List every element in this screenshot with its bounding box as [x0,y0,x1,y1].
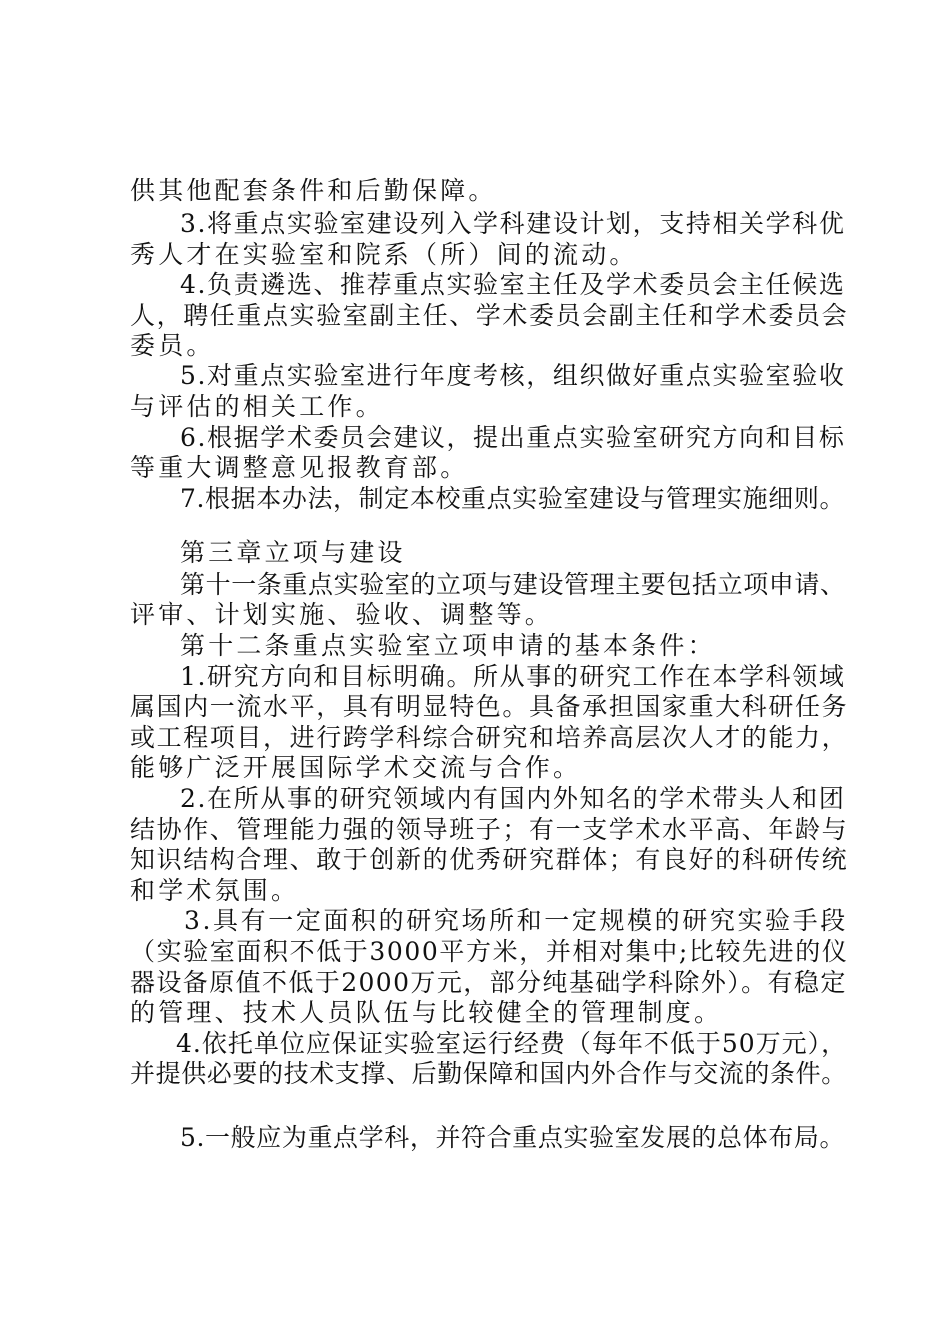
text-line: 5.对重点实验室进行年度考核，组织做好重点实验室验收 [180,361,846,390]
text-line: 2.在所从事的研究领域内有国内外知名的学术带头人和团 [180,784,846,813]
text-line: 等重大调整意见报教育部。 [130,453,469,482]
text-line: 供其他配套条件和后勤保障。 [130,176,497,205]
text-line: 7.根据本办法，制定本校重点实验室建设与管理实施细则。 [180,484,846,513]
text-line: 并提供必要的技术支撑、后勤保障和国内外合作与交流的条件。 [130,1059,847,1088]
text-line: 和学术氛围。 [130,876,300,905]
text-line: 人，聘任重点实验室副主任、学术委员会副主任和学术委员会 [130,301,849,330]
text-line: 6.根据学术委员会建议，提出重点实验室研究方向和目标 [180,423,846,452]
text-line: 评审、计划实施、验收、调整等。 [130,600,554,629]
text-line: 4.依托单位应保证实验室运行经费（每年不低于50万元）， [176,1029,848,1058]
text-line: 1.研究方向和目标明确。所从事的研究工作在本学科领域 [180,662,846,691]
text-line: 结协作、管理能力强的领导班子；有一支学术水平高、年龄与 [130,815,849,844]
text-line: 秀人才在实验室和院系（所）间的流动。 [130,240,638,269]
text-line: 能够广泛开展国际学术交流与合作。 [130,753,582,782]
text-line: 与评估的相关工作。 [130,392,384,421]
text-line: 或工程项目，进行跨学科综合研究和培养高层次人才的能力， [130,723,849,752]
text-line: 3.具有一定面积的研究场所和一定规模的研究实验手段 [184,906,848,935]
text-line: 的管理、技术人员队伍与比较健全的管理制度。 [130,998,723,1027]
text-line: 第十一条重点实验室的立项与建设管理主要包括立项申请、 [180,570,846,599]
text-line: 属国内一流水平，具有明显特色。具备承担国家重大科研任务 [130,692,849,721]
section-heading: 第三章立项与建设 [180,538,406,567]
text-line: 3.将重点实验室建设列入学科建设计划，支持相关学科优 [180,209,846,238]
text-line: 器设备原值不低于2000万元，部分纯基础学科除外）。有稳定 [130,968,847,997]
text-line: 委员。 [130,331,215,360]
text-line: （实验室面积不低于3000平方米，并相对集中;比较先进的仪 [130,937,849,966]
text-line: 第十二条重点实验室立项申请的基本条件： [180,631,716,660]
text-line: 5.一般应为重点学科，并符合重点实验室发展的总体布局。 [180,1123,846,1152]
text-line: 知识结构合理、敢于创新的优秀研究群体；有良好的科研传统 [130,845,849,874]
text-line: 4.负责遴选、推荐重点实验室主任及学术委员会主任候选 [180,270,846,299]
